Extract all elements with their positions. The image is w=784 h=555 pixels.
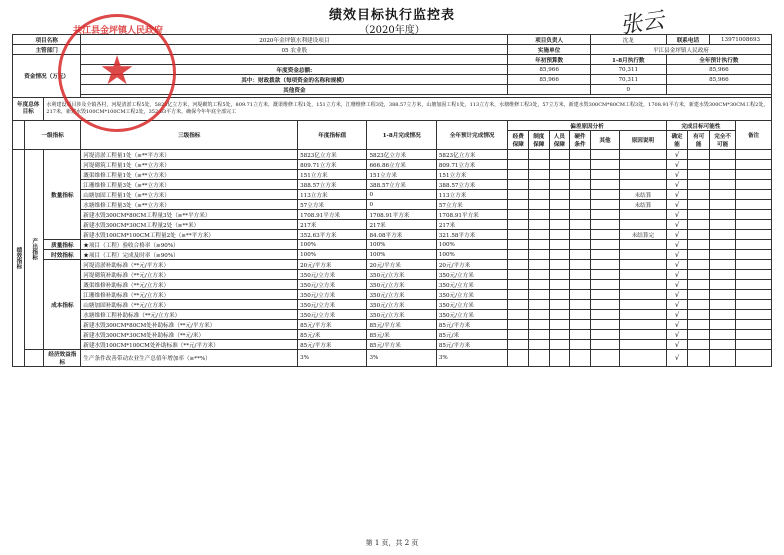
funds-col2: 1-8月执行数	[590, 55, 666, 65]
metric-reason	[620, 180, 667, 190]
funds-value: 70,311	[590, 65, 666, 75]
metric-done: 1708.91平方米	[367, 210, 436, 220]
table-row	[13, 270, 772, 280]
metric-name: 河堤砌筑工程量1处（≥**立方米）	[81, 160, 298, 170]
table-row	[13, 250, 772, 260]
table-row	[13, 220, 772, 230]
metric-done: 100%	[367, 250, 436, 260]
metric-forecast: 217米	[436, 220, 508, 230]
col-possibility: 完成目标可能性	[666, 121, 735, 131]
leader-label: 项目负责人	[508, 35, 590, 45]
table-row	[13, 170, 772, 180]
metric-forecast: 151立方米	[436, 170, 508, 180]
funds-value: 70,311	[590, 75, 666, 85]
funds-row-label: 其他资金	[81, 85, 508, 95]
metric-forecast: 85元/平方米	[436, 340, 508, 350]
metric-target: 217米	[298, 220, 367, 230]
metric-forecast: 388.57立方米	[436, 180, 508, 190]
check-mark: √	[666, 170, 688, 180]
seal-text: 共江县金坪镇人民政府	[72, 26, 163, 36]
metric-name: 山塘加固补助标准（**元/立方米）	[81, 300, 298, 310]
metric-reason: 未结算	[620, 190, 667, 200]
metric-forecast: 57立方米	[436, 200, 508, 210]
doc-subtitle: （2020年度）	[359, 25, 425, 36]
unit-label: 实施单位	[508, 45, 590, 55]
check-mark: √	[666, 340, 688, 350]
metric-reason	[620, 270, 667, 280]
check-mark: √	[666, 150, 688, 160]
metric-target: 85元/平方米	[298, 320, 367, 330]
funds-label: 资金情况（万元）	[13, 55, 81, 98]
check-mark: √	[666, 270, 688, 280]
table-row	[13, 290, 772, 300]
metric-target: 1708.91平方米	[298, 210, 367, 220]
funds-value: 85,966	[508, 75, 590, 85]
metric-reason	[620, 300, 667, 310]
check-mark: √	[666, 280, 688, 290]
metric-reason	[620, 150, 667, 160]
metric-done: 0	[367, 190, 436, 200]
metric-done: 350元/立方米	[367, 280, 436, 290]
table-row	[13, 350, 772, 367]
check-mark: √	[666, 310, 688, 320]
metric-target: 5823亿立方米	[298, 150, 367, 160]
col-lvl1: 一级指标	[24, 121, 80, 150]
metric-reason	[620, 170, 667, 180]
metric-name: 新建水毁100CM*100CM处补助标准（**元/平方米）	[81, 340, 298, 350]
check-mark: √	[666, 330, 688, 340]
metric-reason	[620, 290, 667, 300]
metric-done: 0	[367, 200, 436, 210]
metric-done: 85元/平方米	[367, 320, 436, 330]
unit: 平江县金坪镇人民政府	[590, 45, 771, 55]
metric-name: 江珊维修工程量3处（≥**立方米）	[81, 180, 298, 190]
table-row	[13, 240, 772, 250]
metric-reason	[620, 210, 667, 220]
leader: 沈龙	[590, 35, 666, 45]
lvl1-output: 产出指标	[24, 150, 44, 350]
metric-name: 新建水毁300CM*30CM工程量2处（≥**米）	[81, 220, 298, 230]
project-name-label: 项目名称	[13, 35, 81, 45]
metric-reason	[620, 240, 667, 250]
metric-target: 100%	[298, 250, 367, 260]
metric-target: 113立方米	[298, 190, 367, 200]
metric-forecast: 1708.91平方米	[436, 210, 508, 220]
metric-target: 352.63平方米	[298, 230, 367, 240]
metric-done: 85元/平方米	[367, 340, 436, 350]
metric-done: 350元/立方米	[367, 270, 436, 280]
seal-star-icon: ★	[99, 48, 135, 94]
col-dev: 经费保障	[508, 131, 529, 150]
metric-forecast: 100%	[436, 240, 508, 250]
check-mark: √	[666, 180, 688, 190]
table-row	[13, 160, 772, 170]
metric-target: 20元/平方米	[298, 260, 367, 270]
metric-target: 57立方米	[298, 200, 367, 210]
metric-forecast: 20元/平方米	[436, 260, 508, 270]
col-pos: 完全不可能	[710, 131, 736, 150]
col-forecast: 全年预计完成情况	[436, 121, 508, 150]
metric-forecast: 350元/立方米	[436, 270, 508, 280]
metric-forecast: 113立方米	[436, 190, 508, 200]
metric-name: 河堤清淤工程量1处（≥**平方米）	[81, 150, 298, 160]
table-row	[13, 310, 772, 320]
table-row	[13, 200, 772, 210]
funds-value: 85,966	[666, 65, 771, 75]
funds-row-label: 年度资金总额:	[81, 65, 508, 75]
metric-reason	[620, 320, 667, 330]
metric-name: 新建水毁300CM*80CM处补助标准（**元/平方米）	[81, 320, 298, 330]
metric-name: ★项目（工程）完成及时率（≥90%）	[81, 250, 298, 260]
metric-reason	[620, 330, 667, 340]
metric-reason	[620, 260, 667, 270]
metric-reason	[620, 280, 667, 290]
metric-target: 100%	[298, 240, 367, 250]
funds-col3: 全年预计执行数	[666, 55, 771, 65]
check-mark: √	[666, 260, 688, 270]
col-pos: 确定能	[666, 131, 688, 150]
metric-target: 350元/立方米	[298, 300, 367, 310]
metric-name: 新建水毁300CM*30CM处补助标准（**元/米）	[81, 330, 298, 340]
col-target: 年度指标值	[298, 121, 367, 150]
check-mark: √	[666, 200, 688, 210]
metric-reason: 未结算完	[620, 230, 667, 240]
metric-target: 350元/立方米	[298, 290, 367, 300]
metric-done: 388.57立方米	[367, 180, 436, 190]
metric-name: 溉渠维修工程量1处（≥**立方米）	[81, 170, 298, 180]
metric-forecast: 3%	[436, 350, 508, 367]
funds-value	[666, 85, 771, 95]
check-mark: √	[666, 300, 688, 310]
funds-col1: 年初预算数	[508, 55, 590, 65]
check-mark: √	[666, 250, 688, 260]
check-mark: √	[666, 240, 688, 250]
metric-forecast: 100%	[436, 250, 508, 260]
col-dev: 原因说明	[620, 131, 667, 150]
metric-done: 85元/米	[367, 330, 436, 340]
metric-target: 350元/立方米	[298, 270, 367, 280]
metric-reason	[620, 340, 667, 350]
metric-done: 100%	[367, 240, 436, 250]
col-dev: 人员保障	[549, 131, 570, 150]
lvl2-economic: 经济效益指标	[44, 350, 81, 367]
col-dev: 硬件条件	[570, 131, 591, 150]
funds-value: 85,966	[508, 65, 590, 75]
lvl2-cost: 成本指标	[44, 260, 81, 350]
metric-target: 350元/立方米	[298, 280, 367, 290]
metric-done: 20元/平方米	[367, 260, 436, 270]
metric-target: 350元/立方米	[298, 310, 367, 320]
goal-text: 水利建设项目涉及全镇各村，河堤清淤工程5处，5823亿立方米，河堤砌筑工程5处，809.71立方米，溉渠维修工程1处，151立方米，江珊维修工程3处，388.57立方米，山塘加固工程1处，113立方米，水塘维修工程3处，57立方米，新建水毁300CM*80CM工程3处，1708.91平方米，新建水毁300CM*30CM工程2处，217米，新建水毁100CM*100CM工程2处，352.63平方米，确保今年年底全部完工	[44, 98, 772, 121]
metric-name: 山塘加固工程量1处（≥**立方米）	[81, 190, 298, 200]
lvl2-quality: 质量指标	[44, 240, 81, 250]
table-row	[13, 230, 772, 240]
col-remark: 备注	[736, 121, 772, 150]
funds-row-label: 其中：财政拨款（每项资金的名称和规模）	[81, 75, 508, 85]
metric-done: 151立方米	[367, 170, 436, 180]
metric-reason	[620, 220, 667, 230]
metric-reason	[620, 250, 667, 260]
signature: 张云	[618, 8, 666, 39]
metric-done: 350元/立方米	[367, 310, 436, 320]
metric-forecast: 321.58平方米	[436, 230, 508, 240]
phone-label: 联系电话	[666, 35, 709, 45]
metric-target: 809.71立方米	[298, 160, 367, 170]
metric-name: ★项目（工程）验收合格率（≥90%）	[81, 240, 298, 250]
official-seal	[58, 14, 176, 132]
metric-target: 3%	[298, 350, 367, 367]
metric-forecast: 350元/立方米	[436, 290, 508, 300]
table-row	[13, 300, 772, 310]
metric-name: 水塘维修工程补助标准（**元/立方米）	[81, 310, 298, 320]
funds-value: 0	[590, 85, 666, 95]
col-dev: 制度保障	[529, 131, 550, 150]
metric-done: 350元/立方米	[367, 290, 436, 300]
table-row	[13, 150, 772, 160]
check-mark: √	[666, 160, 688, 170]
table-row	[13, 260, 772, 270]
check-mark: √	[666, 230, 688, 240]
col-deviation: 偏差原因分析	[508, 121, 666, 131]
table-row	[13, 280, 772, 290]
table-row	[13, 320, 772, 330]
lvl1-perf: 绩效指标	[13, 150, 25, 367]
metric-forecast: 350元/立方米	[436, 310, 508, 320]
check-mark: √	[666, 290, 688, 300]
metric-done: 84.08平方米	[367, 230, 436, 240]
check-mark: √	[666, 220, 688, 230]
metric-forecast: 350元/立方米	[436, 280, 508, 290]
metric-target: 388.57立方米	[298, 180, 367, 190]
metric-name: 水塘维修工程量3处（≥**立方米）	[81, 200, 298, 210]
check-mark: √	[666, 210, 688, 220]
funds-value: 85,966	[666, 75, 771, 85]
metric-name: 河堤清淤补助标准（**元/平方米）	[81, 260, 298, 270]
metric-forecast: 85元/米	[436, 330, 508, 340]
col-pos: 有可能	[688, 131, 710, 150]
col-lvl3: 三级指标	[81, 121, 298, 150]
metric-name: 江珊维修补助标准（**元/立方米）	[81, 290, 298, 300]
metric-name: 溉渠维修补助标准（**元/立方米）	[81, 280, 298, 290]
col-dev: 其他	[590, 131, 619, 150]
metric-done: 350元/立方米	[367, 300, 436, 310]
metric-forecast: 5823亿立方米	[436, 150, 508, 160]
table-row	[13, 330, 772, 340]
table-row	[13, 190, 772, 200]
lvl2-timeliness: 时效指标	[44, 250, 81, 260]
metric-forecast: 809.71立方米	[436, 160, 508, 170]
metric-reason	[620, 160, 667, 170]
check-mark: √	[666, 350, 688, 367]
table-row	[13, 340, 772, 350]
metric-done: 217米	[367, 220, 436, 230]
page-number: 第 1 页，共 2 页	[365, 539, 419, 547]
metric-target: 85元/米	[298, 330, 367, 340]
phone: 13971008693	[710, 35, 772, 45]
metric-done: 666.86立方米	[367, 160, 436, 170]
goal-label: 年度总体目标	[13, 98, 44, 121]
table-row	[13, 210, 772, 220]
metric-reason: 未结算	[620, 200, 667, 210]
dept: 05 农业股	[81, 45, 508, 55]
metric-name: 生产条件改善带动农业生产总值年增加率（≥**%）	[81, 350, 298, 367]
metric-reason	[620, 310, 667, 320]
doc-title: 绩效目标执行监控表	[328, 8, 455, 23]
check-mark: √	[666, 320, 688, 330]
metric-done: 3%	[367, 350, 436, 367]
col-done: 1-8月完成情况	[367, 121, 436, 150]
metric-name: 河堤砌筑补助标准（**元/立方米）	[81, 270, 298, 280]
metric-name: 新建水毁100CM*100CM工程量2处（≥**平方米）	[81, 230, 298, 240]
metric-forecast: 85元/平方米	[436, 320, 508, 330]
metric-target: 151立方米	[298, 170, 367, 180]
funds-value	[508, 85, 590, 95]
metric-reason	[620, 350, 667, 367]
metric-target: 85元/平方米	[298, 340, 367, 350]
metric-done: 5823亿立方米	[367, 150, 436, 160]
lvl2-quantity: 数量指标	[44, 150, 81, 240]
metric-name: 新建水毁300CM*80CM工程量3处（≥**平方米）	[81, 210, 298, 220]
dept-label: 主管部门	[13, 45, 81, 55]
check-mark: √	[666, 190, 688, 200]
metric-forecast: 350元/立方米	[436, 300, 508, 310]
project-name: 2020年金坪镇水利建设项目	[81, 35, 508, 45]
table-row	[13, 180, 772, 190]
